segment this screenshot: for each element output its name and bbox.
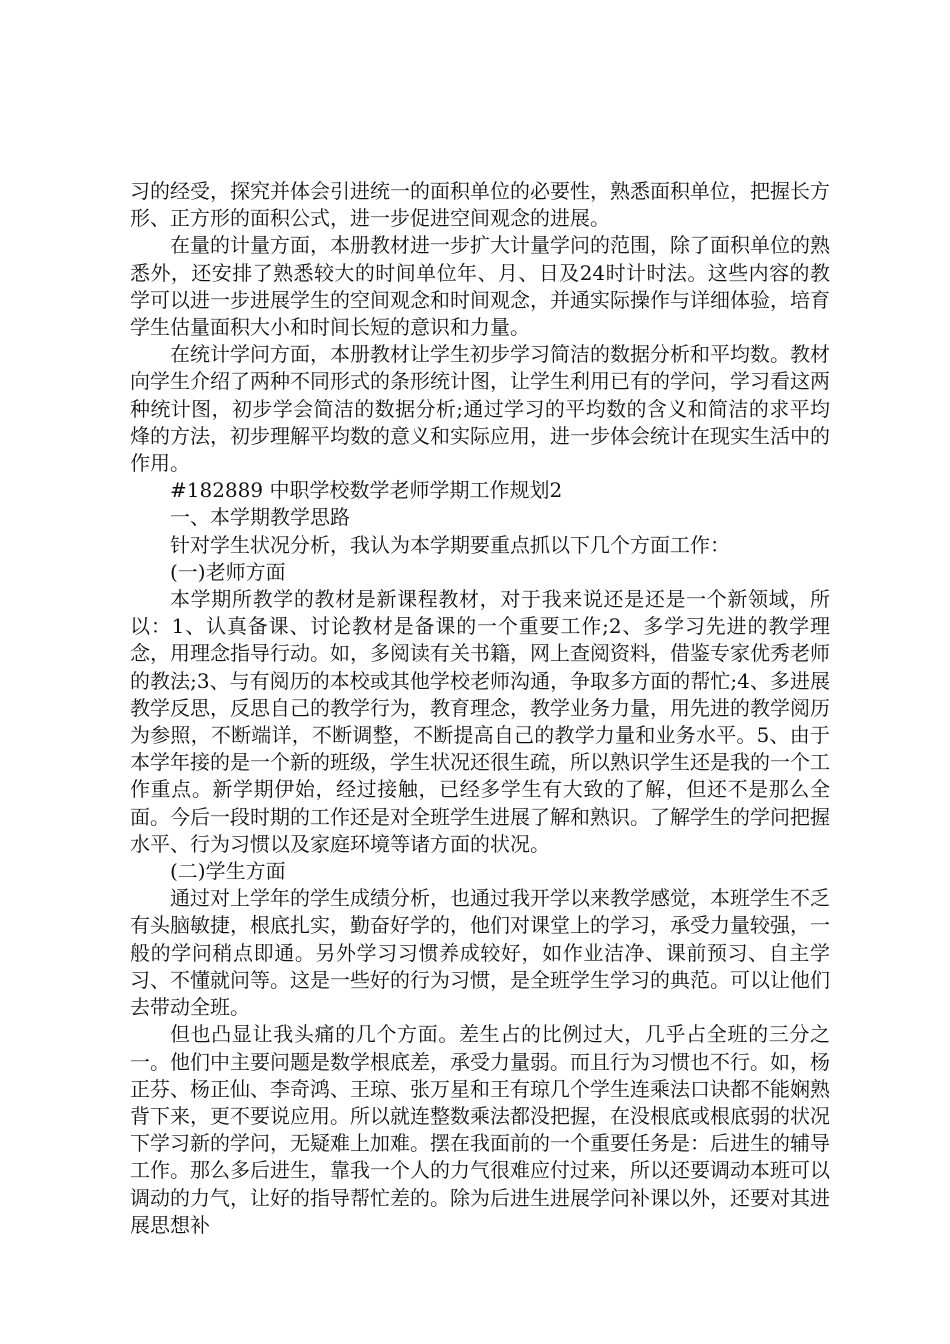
section-heading-teaching-ideas: 一、本学期教学思路 xyxy=(170,505,350,530)
paragraph-continued: 习的经受，探究并体会引进统一的面积单位的必要性，熟悉面积单位，把握长方形、正方形的面积公式，进一步促进空间观念的进展。 xyxy=(130,179,830,231)
paragraph-statistics: 在统计学问方面，本册教材让学生初步学习简洁的数据分析和平均数。教材向学生介绍了两种不同形式的条形统计图，让学生利用已有的学问，学习看这两种统计图，初步学会简洁的数据分析;通过学习的平均数的含义和简洁的求平均烽的方法，初步理解平均数的意义和实际应用，进一步体会统计在现实生活中的作用。 xyxy=(130,342,830,476)
paragraph-students-problems: 但也凸显让我头痛的几个方面。差生占的比例过大，几乎占全班的三分之一。他们中主要问题是数学根底差，承受力量弱。而且行为习惯也不行。如，杨正芬、杨正仙、李奇鸿、王琼、张万星和王有琼几个学生连乘法口诀都不能娴熟背下来，更不要说应用。所以就连整数乘法都没把握，在没根底或根底弱的状况下学习新的学问，无疑难上加难。摆在我面前的一个重要任务是：后进生的辅导工作。那么多后进生，靠我一个人的力气很难应付过来，所以还要调动本班可以调动的力气，让好的指导帮忙差的。除为后进生进展学问补课以外，还要对其进展思想补 xyxy=(130,1022,830,1237)
subheading-students: (二)学生方面 xyxy=(170,859,286,884)
paragraph-intro: 针对学生状况分析，我认为本学期要重点抓以下几个方面工作： xyxy=(170,532,730,557)
subheading-teacher: (一)老师方面 xyxy=(170,559,286,584)
document-title: #182889 中职学校数学老师学期工作规划2 xyxy=(170,478,563,503)
paragraph-students-strengths: 通过对上学年的学生成绩分析，也通过我开学以来教学感觉，本班学生不乏有头脑敏捷，根底扎实，勤奋好学的，他们对课堂上的学习，承受力量较强，一般的学问稍点即通。另外学习习惯养成较好，如作业洁净、课前预习、自主学习、不懂就问等。这是一些好的行为习惯，是全班学生学习的典范。可以让他们去带动全班。 xyxy=(130,886,830,1020)
paragraph-measurement: 在量的计量方面，本册教材进一步扩大计量学问的范围，除了面积单位的熟悉外，还安排了熟悉较大的时间单位年、月、日及24时计时法。这些内容的教学可以进一步进展学生的空间观念和时间观念，并通实际操作与详细体验，培育学生估量面积大小和时间长短的意识和力量。 xyxy=(130,233,830,340)
paragraph-teacher: 本学期所教学的教材是新课程教材，对于我来说还是还是一个新领域，所以：1、认真备课、讨论教材是备课的一个重要工作;2、多学习先进的教学理念，用理念指导行动。如，多阅读有关书籍，网上查阅资料，借鉴专家优秀老师的教法;3、与有阅历的本校或其他学校老师沟通，争取多方面的帮忙;4、多进展教学反思，反思自己的教学行为，教育理念，教学业务力量，用先进的教学阅历为参照，不断端详，不断调整，不断提高自己的教学力量和业务水平。5、由于本学年接的是一个新的班级，学生状况还很生疏，所以熟识学生还是我的一个工作重点。新学期伊始，经过接触，已经多学生有大致的了解，但还不是那么全面。今后一段时期的工作还是对全班学生进展了解和熟识。了解学生的学问把握水平、行为习惯以及家庭环境等诸方面的状况。 xyxy=(130,587,830,856)
document-body xyxy=(130,178,830,1239)
